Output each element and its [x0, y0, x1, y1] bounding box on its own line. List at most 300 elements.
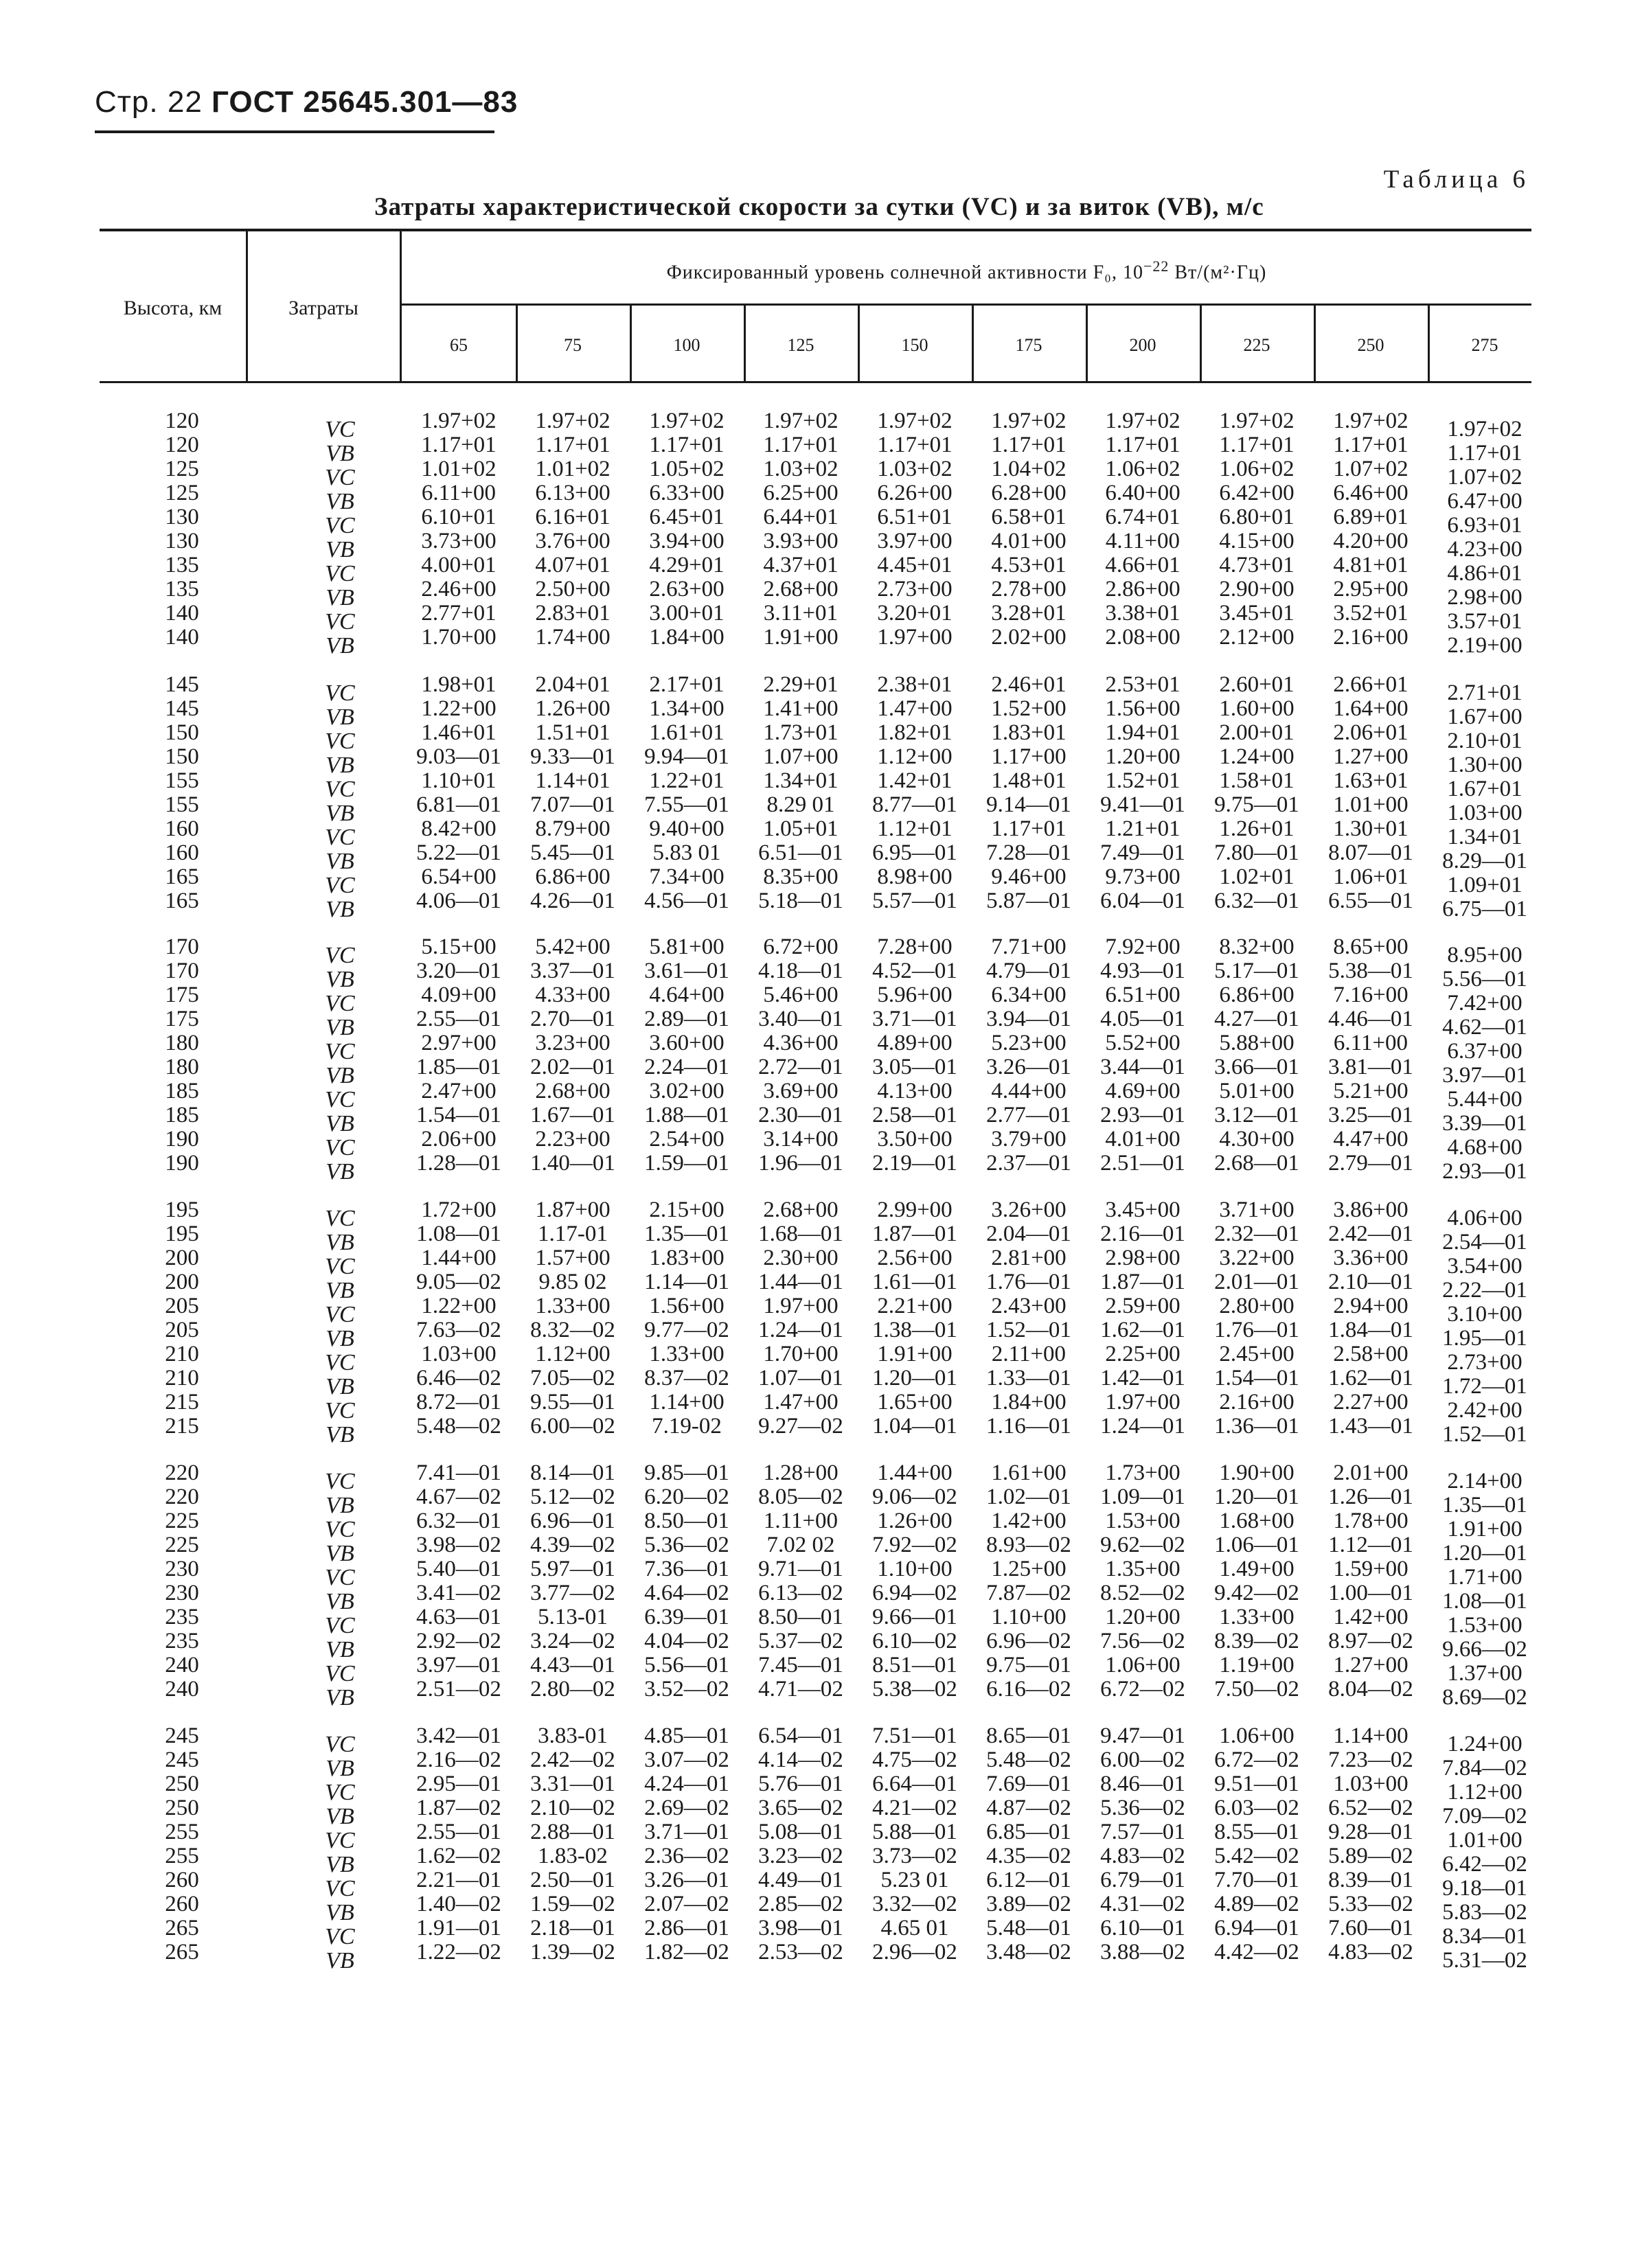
value-cell: 5.46+00 [763, 983, 839, 1007]
height-cell: 215 [165, 1414, 199, 1439]
value-cell: 1.61—01 [872, 1270, 957, 1294]
flux-column-divider [1200, 305, 1202, 382]
value-cell: 1.62—02 [416, 1844, 501, 1868]
value-cell: 2.30—01 [758, 1103, 843, 1127]
value-cell: 6.55—01 [1328, 889, 1413, 913]
table-row [0, 505, 1631, 538]
value-cell: 1.97+02 [1105, 409, 1181, 433]
height-cell: 260 [165, 1868, 199, 1892]
value-cell: 7.92—02 [872, 1533, 957, 1557]
value-cell: 6.94—02 [872, 1581, 957, 1605]
value-cell: 1.17+01 [1219, 433, 1294, 457]
value-cell: 2.42—02 [530, 1748, 615, 1772]
value-cell: 9.62—02 [1100, 1533, 1185, 1557]
value-cell: 2.47+00 [421, 1079, 497, 1103]
value-cell: 6.52—02 [1328, 1796, 1413, 1820]
value-cell: 8.04—02 [1328, 1677, 1413, 1702]
value-cell: 6.95—01 [872, 840, 957, 865]
table-row [0, 983, 1631, 1016]
cost-type-cell: VB [326, 1159, 354, 1184]
value-cell: 2.54—01 [1442, 1230, 1527, 1255]
height-cell: 140 [165, 625, 199, 650]
value-cell: 1.91+00 [1447, 1517, 1522, 1542]
value-cell: 2.77—01 [986, 1103, 1071, 1127]
table-row [0, 433, 1631, 466]
value-cell: 1.08—01 [416, 1222, 501, 1246]
flux-level-header: 200 [1129, 335, 1156, 355]
value-cell: 1.97+00 [1105, 1390, 1181, 1414]
value-cell: 4.89—02 [1214, 1892, 1299, 1916]
value-cell: 7.92+00 [1105, 935, 1181, 959]
value-cell: 2.80+00 [1219, 1294, 1294, 1318]
value-cell: 6.54—01 [758, 1723, 843, 1748]
value-cell: 1.76—01 [986, 1270, 1071, 1294]
value-cell: 1.20—01 [1214, 1485, 1299, 1509]
value-cell: 4.09+00 [421, 983, 497, 1007]
value-cell: 3.31—01 [530, 1772, 615, 1796]
value-cell: 8.51—01 [872, 1653, 957, 1677]
value-cell: 1.05+02 [649, 457, 725, 481]
height-cell: 235 [165, 1605, 199, 1629]
value-cell: 1.17+01 [763, 433, 839, 457]
value-cell: 3.39—01 [1442, 1111, 1527, 1136]
value-cell: 8.39—01 [1328, 1868, 1413, 1892]
value-cell: 2.55—01 [416, 1820, 501, 1844]
cost-type-cell: VB [326, 489, 354, 514]
value-cell: 2.11+00 [991, 1342, 1067, 1366]
value-cell: 3.20+01 [877, 601, 953, 626]
value-cell: 4.89+00 [877, 1031, 953, 1055]
value-cell: 1.01+02 [535, 457, 611, 481]
value-cell: 2.70—01 [530, 1007, 615, 1031]
value-cell: 9.03—01 [416, 744, 501, 769]
value-cell: 1.03+00 [1447, 801, 1522, 825]
value-cell: 4.15+00 [1219, 529, 1294, 553]
fixed-level-label: Фиксированный уровень солнечной активности F₀, 10 [666, 262, 1143, 284]
value-cell: 7.16+00 [1333, 983, 1408, 1007]
value-cell: 4.43—01 [530, 1653, 615, 1677]
flux-column-divider [630, 305, 632, 382]
value-cell: 6.72—02 [1100, 1677, 1185, 1702]
value-cell: 4.21—02 [872, 1796, 957, 1820]
value-cell: 2.90+00 [1219, 577, 1294, 602]
height-cell: 160 [165, 816, 199, 841]
value-cell: 4.27—01 [1214, 1007, 1299, 1031]
cost-type-cell: VC [325, 1876, 355, 1901]
table-row [0, 1820, 1631, 1853]
height-cell: 130 [165, 505, 199, 529]
value-cell: 4.04—02 [644, 1629, 729, 1653]
value-cell: 1.96—01 [758, 1151, 843, 1176]
value-cell: 7.05—02 [530, 1366, 615, 1390]
value-cell: 3.69+00 [763, 1079, 839, 1103]
value-cell: 2.71+01 [1447, 680, 1522, 705]
value-cell: 2.42—01 [1328, 1222, 1413, 1246]
value-cell: 4.18—01 [758, 959, 843, 983]
value-cell: 3.05—01 [872, 1055, 957, 1079]
value-cell: 6.54+00 [421, 864, 497, 889]
fixed-level-unit: Вт/(м²·Гц) [1174, 262, 1267, 284]
value-cell: 3.45+00 [1105, 1198, 1181, 1222]
table-row [0, 959, 1631, 992]
value-cell: 3.60+00 [649, 1031, 725, 1055]
value-cell: 7.87—02 [986, 1581, 1071, 1605]
value-cell: 1.47+00 [877, 696, 953, 721]
value-cell: 6.16+01 [535, 505, 611, 529]
value-cell: 3.71+00 [1219, 1198, 1294, 1222]
flux-column-divider [858, 305, 860, 382]
value-cell: 2.17+01 [649, 672, 725, 697]
table-row [0, 409, 1631, 442]
value-cell: 4.64—02 [644, 1581, 729, 1605]
value-cell: 1.97+02 [763, 409, 839, 433]
value-cell: 9.06—02 [872, 1485, 957, 1509]
value-cell: 3.98—01 [758, 1916, 843, 1940]
value-cell: 1.94+01 [1105, 720, 1181, 745]
value-cell: 7.80—01 [1214, 840, 1299, 865]
value-cell: 5.23+00 [991, 1031, 1067, 1055]
value-cell: 1.73+01 [763, 720, 839, 745]
table-row [0, 889, 1631, 922]
flux-level-header: 150 [901, 335, 928, 355]
value-cell: 2.16—01 [1100, 1222, 1185, 1246]
value-cell: 1.97+02 [535, 409, 611, 433]
table-row [0, 1748, 1631, 1781]
flux-level-header: 175 [1015, 335, 1042, 355]
value-cell: 1.44+00 [421, 1246, 497, 1270]
value-cell: 2.54+00 [649, 1127, 725, 1152]
cost-type-cell: VB [326, 1900, 354, 1925]
value-cell: 1.87—01 [1100, 1270, 1185, 1294]
value-cell: 8.37—02 [644, 1366, 729, 1390]
cost-type-cell: VB [326, 1278, 354, 1303]
cost-type-cell: VB [326, 633, 354, 658]
table-number: Таблица 6 [1383, 165, 1529, 194]
value-cell: 7.63—02 [416, 1318, 501, 1342]
height-cell: 185 [165, 1103, 199, 1127]
value-cell: 3.61—01 [644, 959, 729, 983]
value-cell: 4.35—02 [986, 1844, 1071, 1868]
value-cell: 1.01+02 [421, 457, 497, 481]
value-cell: 1.09+01 [1447, 873, 1522, 897]
value-cell: 1.24+00 [1447, 1732, 1522, 1756]
value-cell: 2.78+00 [991, 577, 1067, 602]
value-cell: 5.17—01 [1214, 959, 1299, 983]
flux-level-header: 100 [673, 335, 700, 355]
table-row [0, 1772, 1631, 1805]
value-cell: 1.09—01 [1100, 1485, 1185, 1509]
value-cell: 1.34+00 [649, 696, 725, 721]
value-cell: 9.94—01 [644, 744, 729, 769]
table-row [0, 864, 1631, 898]
value-cell: 2.19—01 [872, 1151, 957, 1176]
value-cell: 1.38—01 [872, 1318, 957, 1342]
value-cell: 1.06+00 [1219, 1723, 1294, 1748]
cost-type-cell: VC [325, 1565, 355, 1590]
value-cell: 7.07—01 [530, 792, 615, 817]
value-cell: 2.56+00 [877, 1246, 953, 1270]
value-cell: 1.91—01 [416, 1916, 501, 1940]
value-cell: 1.22—02 [416, 1940, 501, 1965]
value-cell: 9.28—01 [1328, 1820, 1413, 1844]
value-cell: 1.10+00 [991, 1605, 1067, 1629]
cost-type-cell: VB [326, 1493, 354, 1518]
value-cell: 8.29—01 [1442, 849, 1527, 873]
table-row [0, 625, 1631, 658]
height-cell: 185 [165, 1079, 199, 1103]
cost-type-cell: VB [326, 1756, 354, 1781]
value-cell: 6.80+01 [1219, 505, 1294, 529]
value-cell: 2.68+00 [535, 1079, 611, 1103]
value-cell: 6.64—01 [872, 1772, 957, 1796]
value-cell: 4.26—01 [530, 889, 615, 913]
value-cell: 9.51—01 [1214, 1772, 1299, 1796]
value-cell: 1.06+02 [1219, 457, 1294, 481]
value-cell: 1.34+01 [763, 768, 839, 793]
height-cell: 210 [165, 1366, 199, 1390]
value-cell: 5.22—01 [416, 840, 501, 865]
value-cell: 6.11+00 [421, 481, 497, 505]
cost-type-cell: VB [326, 705, 354, 730]
cost-type-cell: VB [326, 801, 354, 826]
value-cell: 2.06+01 [1333, 720, 1408, 745]
cost-type-cell: VB [326, 537, 354, 562]
value-cell: 1.07+02 [1447, 465, 1522, 490]
value-cell: 1.97+02 [421, 409, 497, 433]
value-cell: 6.34+00 [991, 983, 1067, 1007]
value-cell: 6.26+00 [877, 481, 953, 505]
height-cell: 155 [165, 768, 199, 793]
value-cell: 5.31—02 [1442, 1948, 1527, 1973]
value-cell: 3.44—01 [1100, 1055, 1185, 1079]
value-cell: 7.57—01 [1100, 1820, 1185, 1844]
value-cell: 7.41—01 [416, 1461, 501, 1485]
value-cell: 2.72—01 [758, 1055, 843, 1079]
value-cell: 1.08—01 [1442, 1589, 1527, 1614]
value-cell: 1.71+00 [1447, 1565, 1522, 1590]
cost-type-cell: VC [325, 680, 355, 706]
value-cell: 1.33+00 [1219, 1605, 1294, 1629]
table-row [0, 553, 1631, 586]
value-cell: 7.49—01 [1100, 840, 1185, 865]
value-cell: 5.40—01 [416, 1557, 501, 1581]
value-cell: 1.62—01 [1100, 1318, 1185, 1342]
value-cell: 6.13—02 [758, 1581, 843, 1605]
value-cell: 6.89+01 [1333, 505, 1408, 529]
value-cell: 2.96—02 [872, 1940, 957, 1965]
value-cell: 5.52+00 [1105, 1031, 1181, 1055]
value-cell: 1.72+00 [421, 1198, 497, 1222]
table-row [0, 1294, 1631, 1327]
height-cell: 265 [165, 1916, 199, 1940]
running-head [95, 85, 518, 119]
table-row [0, 1940, 1631, 1973]
value-cell: 1.42—01 [1100, 1366, 1185, 1390]
value-cell: 1.58+01 [1219, 768, 1294, 793]
value-cell: 6.81—01 [416, 792, 501, 817]
value-cell: 1.97+02 [1447, 417, 1522, 442]
value-cell: 4.06+00 [1447, 1206, 1522, 1230]
value-cell: 2.50+00 [535, 577, 611, 602]
value-cell: 1.03+02 [877, 457, 953, 481]
value-cell: 5.13-01 [538, 1605, 608, 1629]
value-cell: 2.50—01 [530, 1868, 615, 1892]
value-cell: 3.88—02 [1100, 1940, 1185, 1965]
value-cell: 1.64+00 [1333, 696, 1408, 721]
height-cell: 200 [165, 1270, 199, 1294]
cost-type-cell: VB [326, 1637, 354, 1662]
table-row [0, 1916, 1631, 1949]
value-cell: 1.02+01 [1219, 864, 1294, 889]
height-cell: 170 [165, 959, 199, 983]
table-row [0, 1246, 1631, 1279]
value-cell: 7.70—01 [1214, 1868, 1299, 1892]
value-cell: 3.76+00 [535, 529, 611, 553]
value-cell: 2.51—02 [416, 1677, 501, 1702]
table-row [0, 1222, 1631, 1255]
value-cell: 1.42+00 [991, 1509, 1067, 1533]
value-cell: 1.12+01 [877, 816, 953, 841]
header-sub-rule [402, 303, 1531, 306]
value-cell: 1.26+00 [535, 696, 611, 721]
table-row [0, 1605, 1631, 1638]
height-cell: 230 [165, 1557, 199, 1581]
value-cell: 1.22+01 [649, 768, 725, 793]
value-cell: 6.44+01 [763, 505, 839, 529]
value-cell: 2.77+01 [421, 601, 497, 626]
value-cell: 2.23+00 [535, 1127, 611, 1152]
value-cell: 1.97+00 [877, 625, 953, 650]
cost-type-cell: VB [326, 967, 354, 992]
value-cell: 2.53+01 [1105, 672, 1181, 697]
value-cell: 4.62—01 [1442, 1015, 1527, 1040]
value-cell: 1.42+00 [1333, 1605, 1408, 1629]
value-cell: 1.57+00 [535, 1246, 611, 1270]
value-cell: 1.97+02 [1333, 409, 1408, 433]
value-cell: 6.47+00 [1447, 489, 1522, 514]
value-cell: 4.53+01 [991, 553, 1067, 577]
table-row [0, 1723, 1631, 1757]
value-cell: 1.63+01 [1333, 768, 1408, 793]
value-cell: 5.83—02 [1442, 1900, 1527, 1925]
column-header-height: Высота, км [123, 297, 223, 319]
value-cell: 6.42+00 [1219, 481, 1294, 505]
value-cell: 1.17+00 [991, 744, 1067, 769]
table-row [0, 1796, 1631, 1829]
value-cell: 1.87—01 [872, 1222, 957, 1246]
value-cell: 4.29+01 [649, 553, 725, 577]
value-cell: 1.03+02 [763, 457, 839, 481]
flux-column-divider [1086, 305, 1088, 382]
table-row [0, 529, 1631, 562]
table-row [0, 1390, 1631, 1423]
value-cell: 8.50—01 [644, 1509, 729, 1533]
value-cell: 2.02—01 [530, 1055, 615, 1079]
value-cell: 1.91+00 [877, 1342, 953, 1366]
value-cell: 6.13+00 [535, 481, 611, 505]
value-cell: 2.83+01 [535, 601, 611, 626]
table-row [0, 577, 1631, 610]
value-cell: 1.56+00 [1105, 696, 1181, 721]
value-cell: 4.79—01 [986, 959, 1071, 983]
value-cell: 2.46+00 [421, 577, 497, 602]
value-cell: 1.43—01 [1328, 1414, 1413, 1439]
cost-type-cell: VB [326, 1685, 354, 1710]
flux-level-header: 65 [450, 335, 468, 355]
value-cell: 2.99+00 [877, 1198, 953, 1222]
value-cell: 1.84+00 [991, 1390, 1067, 1414]
value-cell: 1.70+00 [421, 625, 497, 650]
value-cell: 1.26+01 [1219, 816, 1294, 841]
cost-type-cell: VC [325, 873, 355, 898]
value-cell: 8.93—02 [986, 1533, 1071, 1557]
value-cell: 4.20+00 [1333, 529, 1408, 553]
value-cell: 6.37+00 [1447, 1039, 1522, 1064]
value-cell: 1.59—01 [644, 1151, 729, 1176]
value-cell: 4.69+00 [1105, 1079, 1181, 1103]
value-cell: 9.42—02 [1214, 1581, 1299, 1605]
value-cell: 1.53+00 [1447, 1613, 1522, 1638]
value-cell: 2.18—01 [530, 1916, 615, 1940]
value-cell: 4.52—01 [872, 959, 957, 983]
value-cell: 3.23—02 [758, 1844, 843, 1868]
value-cell: 5.88—01 [872, 1820, 957, 1844]
value-cell: 4.11+00 [1105, 529, 1181, 553]
value-cell: 4.42—02 [1214, 1940, 1299, 1965]
value-cell: 8.32—02 [530, 1318, 615, 1342]
value-cell: 5.57—01 [872, 889, 957, 913]
value-cell: 1.34+01 [1447, 825, 1522, 849]
value-cell: 3.48—02 [986, 1940, 1071, 1965]
value-cell: 3.65—02 [758, 1796, 843, 1820]
value-cell: 2.08+00 [1105, 625, 1181, 650]
value-cell: 1.44+00 [877, 1461, 953, 1485]
height-cell: 165 [165, 864, 199, 889]
cost-type-cell: VC [325, 561, 355, 586]
value-cell: 2.95—01 [416, 1772, 501, 1796]
cost-type-cell: VC [325, 777, 355, 802]
value-cell: 8.35+00 [763, 864, 839, 889]
value-cell: 7.09—02 [1442, 1804, 1527, 1829]
value-cell: 4.66+01 [1105, 553, 1181, 577]
value-cell: 4.68+00 [1447, 1135, 1522, 1160]
value-cell: 1.33+00 [535, 1294, 611, 1318]
value-cell: 2.45+00 [1219, 1342, 1294, 1366]
value-cell: 2.06+00 [421, 1127, 497, 1152]
height-cell: 125 [165, 481, 199, 505]
value-cell: 2.38+01 [877, 672, 953, 697]
height-cell: 255 [165, 1820, 199, 1844]
value-cell: 8.29 01 [766, 792, 835, 817]
value-cell: 5.37—02 [758, 1629, 843, 1653]
cost-type-cell: VB [326, 1804, 354, 1829]
value-cell: 3.07—02 [644, 1748, 729, 1772]
value-cell: 3.73+00 [421, 529, 497, 553]
value-cell: 3.73—02 [872, 1844, 957, 1868]
value-cell: 1.00—01 [1328, 1581, 1413, 1605]
cost-type-cell: VB [326, 1230, 354, 1255]
height-cell: 255 [165, 1844, 199, 1868]
value-cell: 2.86+00 [1105, 577, 1181, 602]
value-cell: 3.28+01 [991, 601, 1067, 626]
table-row [0, 1342, 1631, 1375]
value-cell: 6.45+01 [649, 505, 725, 529]
value-cell: 2.98+00 [1105, 1246, 1181, 1270]
value-cell: 1.65+00 [877, 1390, 953, 1414]
value-cell: 4.71—02 [758, 1677, 843, 1702]
value-cell: 2.02+00 [991, 625, 1067, 650]
value-cell: 2.93—01 [1100, 1103, 1185, 1127]
